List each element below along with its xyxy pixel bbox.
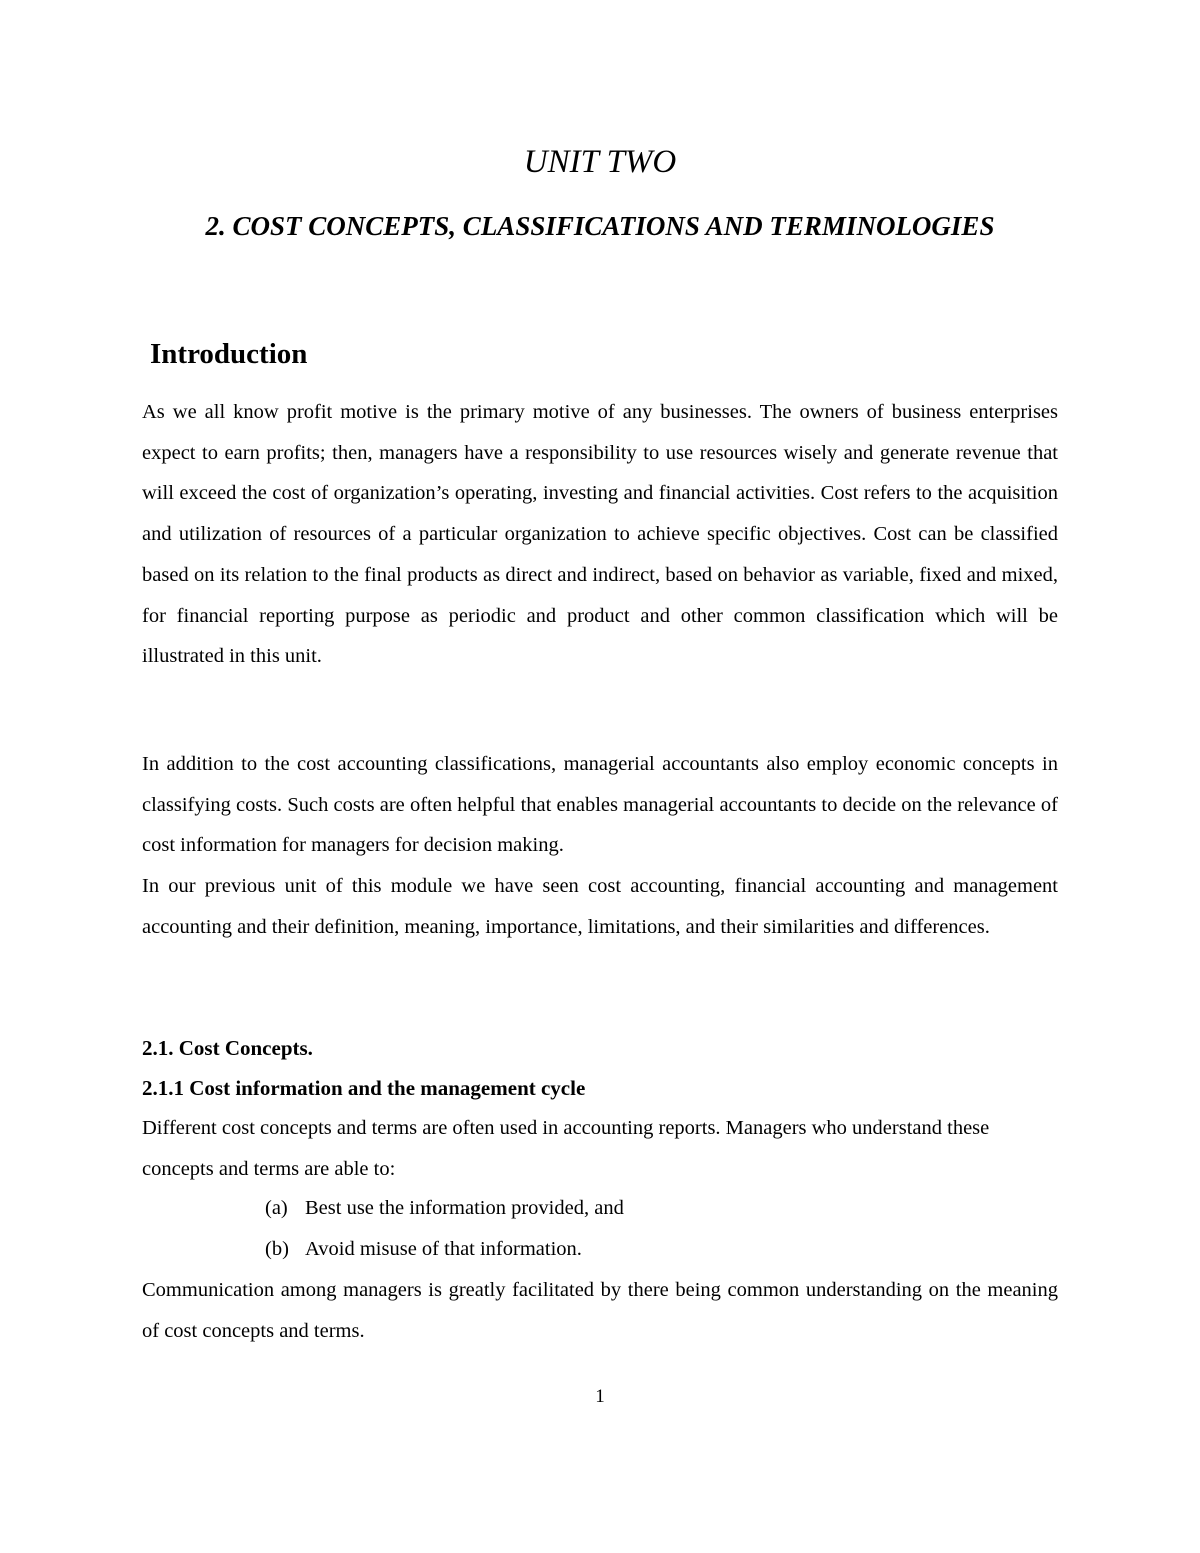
subsection-heading-management-cycle: 2.1.1 Cost information and the management cycle (142, 1076, 586, 1100)
intro-paragraph-3: In our previous unit of this module we have seen cost accounting, financial accounting and management accounting and their definition, meaning, importance, limitations, and their similarities and differences. (142, 875, 1058, 938)
intro-paragraph-1: As we all know profit motive is the primary motive of any businesses. The owners of business enterprises expect to earn profits; then, managers have a responsibility to use resources wisely and generate revenue that will exceed the cost of organization’s operating, investing and financial activities. Cost refers to the acquisition and utilization of resources of a particular organization to achieve specific objectives. Cost can be classified based on its relation to the final products as direct and indirect, based on behavior as variable, fixed and mixed, for financial reporting purpose as periodic and product and other common classification which will be illustrated in this unit. (142, 401, 1058, 668)
section-intro-paragraph: Different cost concepts and terms are often used in accounting reports. Managers who understand these concepts and terms are able to: (142, 1117, 990, 1180)
unit-title: UNIT TWO (523, 144, 677, 180)
page-number: 1 (595, 1386, 605, 1407)
list-item-text: Best use the information provided, and (305, 1197, 624, 1219)
list-item (265, 1229, 624, 1270)
section-heading-cost-concepts: 2.1. Cost Concepts. (142, 1036, 313, 1060)
introduction-heading: Introduction (150, 338, 308, 370)
ability-list (265, 1188, 624, 1269)
list-item (265, 1188, 624, 1229)
list-marker: (a) (265, 1197, 288, 1219)
chapter-title: 2. COST CONCEPTS, CLASSIFICATIONS AND TERMINOLOGIES (205, 211, 995, 241)
closing-paragraph: Communication among managers is greatly facilitated by there being common understanding on the meaning of cost concepts and terms. (142, 1279, 1058, 1342)
intro-paragraph-2: In addition to the cost accounting classifications, managerial accountants also employ economic concepts in classifying costs. Such costs are often helpful that enables managerial accountants to decide on the relevance of cost information for managers for decision making. (142, 753, 1058, 857)
list-marker: (b) (265, 1237, 289, 1260)
list-item-text: Avoid misuse of that information. (305, 1237, 582, 1260)
